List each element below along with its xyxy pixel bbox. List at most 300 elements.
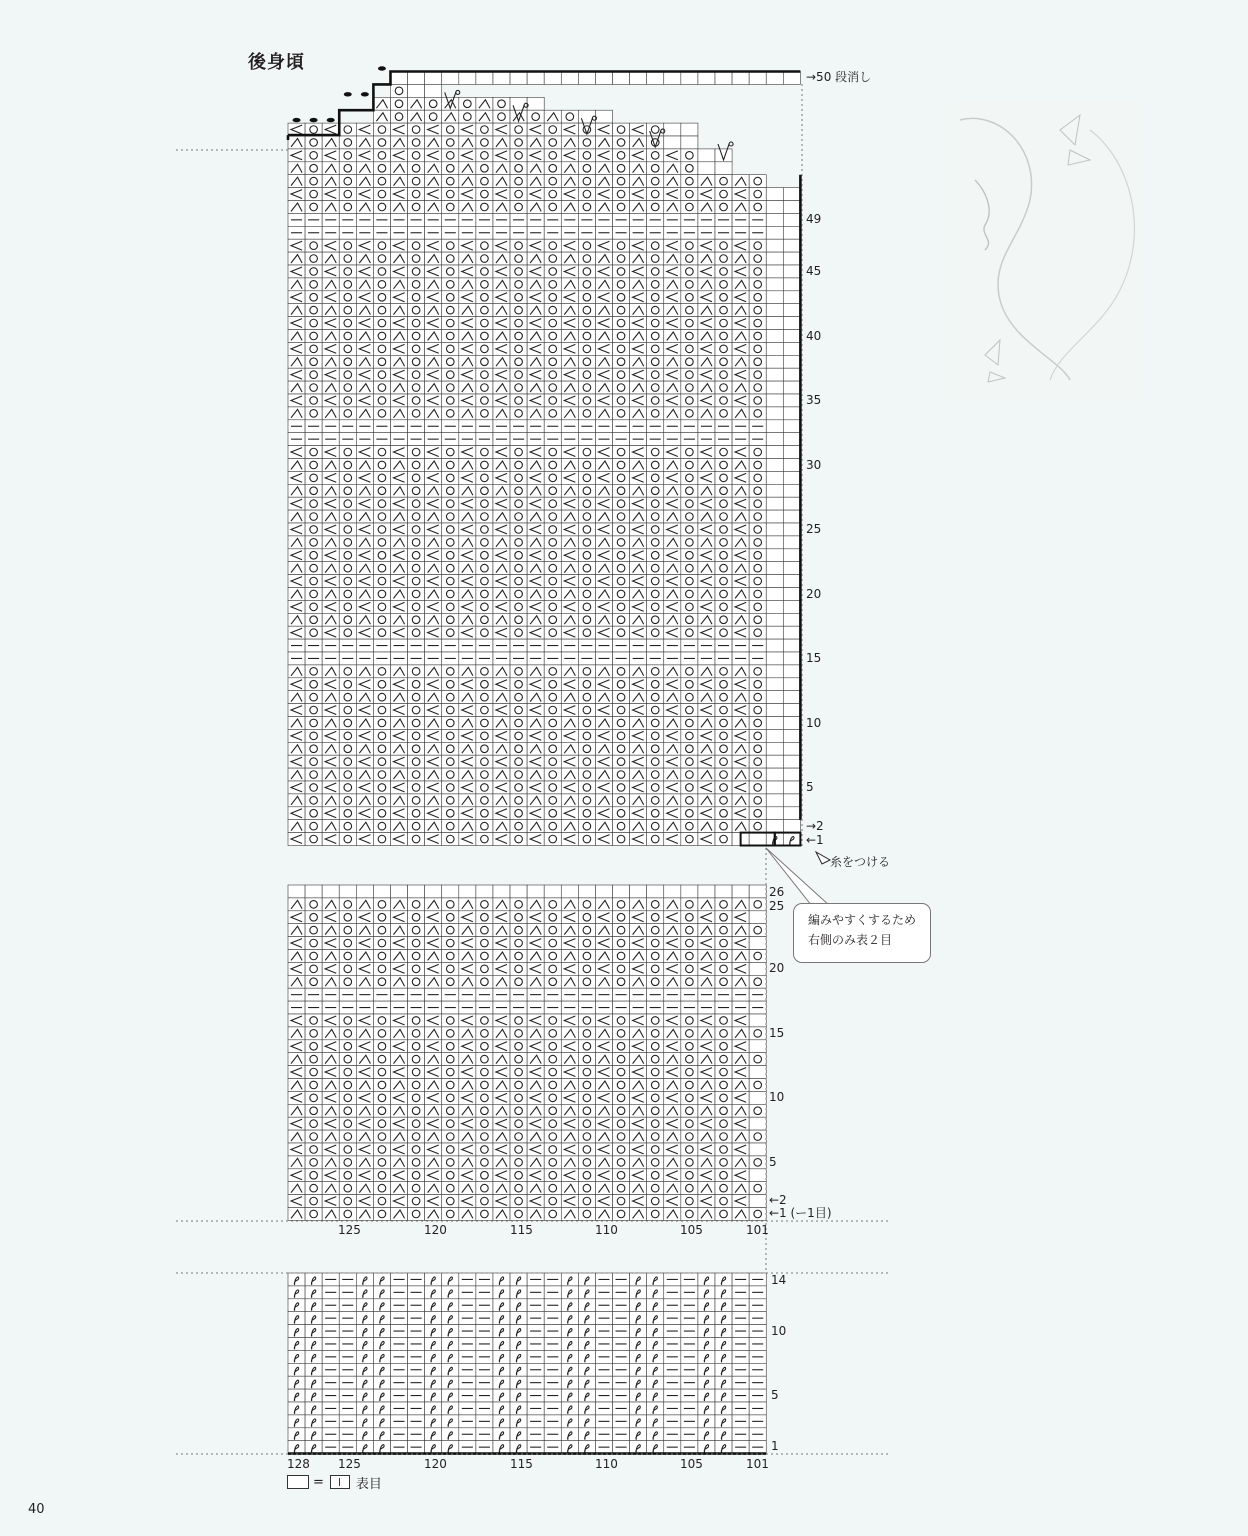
chart-cell xyxy=(322,201,339,214)
chart-cell xyxy=(698,201,715,214)
chart-cell xyxy=(305,446,322,459)
chart-cell xyxy=(544,885,561,898)
chart-cell xyxy=(476,510,493,523)
chart-cell xyxy=(527,381,544,394)
chart-cell xyxy=(408,188,425,201)
slip-stitch-dot xyxy=(729,142,733,146)
chart-cell xyxy=(681,175,698,188)
chart-cell xyxy=(527,355,544,368)
chart-cell xyxy=(322,613,339,626)
chart-cell xyxy=(339,717,356,730)
chart-cell xyxy=(664,72,681,85)
chart-cell xyxy=(288,588,305,601)
chart-cell xyxy=(339,175,356,188)
chart-cell xyxy=(305,1169,322,1182)
chart-cell xyxy=(493,1182,510,1195)
chart-cell xyxy=(732,1208,749,1221)
chart-cell xyxy=(356,691,373,704)
chart-cell xyxy=(305,239,322,252)
chart-cell xyxy=(630,1208,647,1221)
chart-cell xyxy=(613,1027,630,1040)
chart-cell xyxy=(305,1182,322,1195)
chart-cell xyxy=(373,1169,390,1182)
chart-cell xyxy=(681,885,698,898)
chart-cell xyxy=(373,317,390,330)
chart-cell xyxy=(442,394,459,407)
chart-cell xyxy=(373,330,390,343)
chart-cell xyxy=(647,459,664,472)
chart-cell xyxy=(561,613,578,626)
chart-cell xyxy=(288,510,305,523)
chart-cell xyxy=(476,962,493,975)
chart-cell xyxy=(647,600,664,613)
chart-cell xyxy=(647,937,664,950)
chart-cell xyxy=(442,768,459,781)
chart-cell xyxy=(544,407,561,420)
chart-cell xyxy=(322,330,339,343)
chart-cell xyxy=(408,717,425,730)
chart-cell xyxy=(527,1104,544,1117)
chart-cell xyxy=(442,1182,459,1195)
chart-cell xyxy=(613,188,630,201)
chart-cell xyxy=(408,252,425,265)
chart-cell xyxy=(578,1104,595,1117)
chart-cell xyxy=(425,717,442,730)
chart-cell xyxy=(749,510,766,523)
chart-cell xyxy=(493,691,510,704)
chart-cell xyxy=(459,110,476,123)
chart-cell xyxy=(749,781,766,794)
chart-cell xyxy=(373,252,390,265)
chart-cell xyxy=(476,833,493,846)
chart-cell xyxy=(630,794,647,807)
chart-cell xyxy=(681,742,698,755)
chart-cell xyxy=(356,950,373,963)
chart-cell xyxy=(613,123,630,136)
chart-cell xyxy=(425,924,442,937)
chart-cell xyxy=(339,123,356,136)
chart-cell xyxy=(510,1027,527,1040)
chart-cell xyxy=(544,368,561,381)
chart-cell xyxy=(305,394,322,407)
chart-cell xyxy=(476,97,493,110)
chart-cell xyxy=(681,188,698,201)
chart-cell xyxy=(647,355,664,368)
chart-cell xyxy=(647,407,664,420)
chart-cell xyxy=(459,613,476,626)
chart-cell xyxy=(339,1208,356,1221)
chart-cell xyxy=(613,755,630,768)
chart-cell xyxy=(647,252,664,265)
chart-cell xyxy=(425,72,442,85)
chart-cell xyxy=(647,742,664,755)
chart-cell xyxy=(715,497,732,510)
chart-cell xyxy=(425,304,442,317)
chart-cell xyxy=(578,626,595,639)
chart-cell xyxy=(732,381,749,394)
chart-cell xyxy=(476,484,493,497)
chart-cell xyxy=(664,1208,681,1221)
chart-cell xyxy=(356,407,373,420)
chart-cell xyxy=(544,381,561,394)
chart-cell xyxy=(339,1156,356,1169)
chart-cell xyxy=(408,278,425,291)
chart-cell xyxy=(664,742,681,755)
chart-cell xyxy=(715,975,732,988)
chart-cell xyxy=(732,278,749,291)
chart-cell xyxy=(288,304,305,317)
chart-cell xyxy=(698,950,715,963)
chart-cell xyxy=(578,575,595,588)
chart-cell xyxy=(288,1273,305,1286)
chart-cell xyxy=(493,136,510,149)
chart-cell xyxy=(527,768,544,781)
chart-cell xyxy=(442,549,459,562)
chart-cell xyxy=(476,549,493,562)
chart-cell xyxy=(749,1040,766,1053)
chart-cell xyxy=(373,742,390,755)
chart-cell xyxy=(578,691,595,704)
chart-cell xyxy=(373,1182,390,1195)
chart-cell xyxy=(647,549,664,562)
chart-cell xyxy=(373,162,390,175)
chart-cell xyxy=(681,1195,698,1208)
chart-cell xyxy=(339,291,356,304)
chart-cell xyxy=(749,1156,766,1169)
chart-cell xyxy=(408,755,425,768)
chart-cell xyxy=(749,885,766,898)
chart-cell xyxy=(595,742,612,755)
chart-cell xyxy=(373,665,390,678)
bind-off-symbol xyxy=(327,118,335,122)
chart-cell xyxy=(766,446,783,459)
chart-cell xyxy=(442,291,459,304)
chart-cell xyxy=(408,446,425,459)
chart-cell xyxy=(459,136,476,149)
chart-cell xyxy=(356,1156,373,1169)
chart-cell xyxy=(698,1273,715,1286)
chart-cell xyxy=(715,1286,732,1299)
chart-cell xyxy=(715,1182,732,1195)
chart-cell xyxy=(493,898,510,911)
chart-cell xyxy=(493,175,510,188)
chart-cell xyxy=(425,898,442,911)
chart-cell xyxy=(390,1104,407,1117)
chart-cell xyxy=(544,1117,561,1130)
chart-cell xyxy=(339,742,356,755)
chart-cell xyxy=(647,665,664,678)
chart-cell xyxy=(442,1195,459,1208)
chart-cell xyxy=(681,523,698,536)
chart-cell xyxy=(476,1040,493,1053)
chart-cell xyxy=(647,1273,664,1286)
chart-cell xyxy=(783,446,800,459)
chart-cell xyxy=(510,1053,527,1066)
chart-cell xyxy=(647,794,664,807)
chart-cell xyxy=(390,381,407,394)
chart-cell xyxy=(305,1014,322,1027)
chart-cell xyxy=(476,239,493,252)
chart-cell xyxy=(561,1156,578,1169)
chart-cell xyxy=(578,962,595,975)
chart-cell xyxy=(544,924,561,937)
chart-cell xyxy=(681,807,698,820)
chart-cell xyxy=(681,201,698,214)
chart-cell xyxy=(373,1053,390,1066)
chart-cell xyxy=(527,330,544,343)
chart-cell xyxy=(408,562,425,575)
bind-off-symbol xyxy=(310,118,318,122)
chart-cell xyxy=(288,136,305,149)
chart-cell xyxy=(476,1104,493,1117)
chart-cell xyxy=(510,911,527,924)
chart-cell xyxy=(783,588,800,601)
chart-cell xyxy=(493,1286,510,1299)
chart-cell xyxy=(630,717,647,730)
chart-cell xyxy=(613,265,630,278)
chart-cell xyxy=(578,742,595,755)
chart-cell xyxy=(783,768,800,781)
chart-cell xyxy=(732,407,749,420)
chart-cell xyxy=(476,1208,493,1221)
chart-cell xyxy=(561,510,578,523)
chart-cell xyxy=(664,768,681,781)
chart-cell xyxy=(476,175,493,188)
chart-cell xyxy=(783,833,800,846)
chart-cell xyxy=(664,278,681,291)
chart-cell xyxy=(561,768,578,781)
chart-cell xyxy=(305,729,322,742)
chart-cell xyxy=(664,613,681,626)
chart-cell xyxy=(442,588,459,601)
chart-cell xyxy=(510,330,527,343)
chart-cell xyxy=(647,898,664,911)
chart-cell xyxy=(664,1104,681,1117)
chart-cell xyxy=(476,1130,493,1143)
chart-cell xyxy=(373,278,390,291)
chart-cell xyxy=(527,278,544,291)
chart-cell xyxy=(595,407,612,420)
chart-cell xyxy=(510,459,527,472)
chart-cell xyxy=(544,317,561,330)
chart-cell xyxy=(578,510,595,523)
chart-cell xyxy=(578,975,595,988)
chart-cell xyxy=(544,665,561,678)
chart-cell xyxy=(305,368,322,381)
chart-cell xyxy=(766,678,783,691)
chart-cell xyxy=(373,898,390,911)
bind-off-symbol xyxy=(378,66,386,70)
chart-cell xyxy=(322,1027,339,1040)
chart-cell xyxy=(630,820,647,833)
chart-cell xyxy=(715,1312,732,1325)
chart-cell xyxy=(288,1104,305,1117)
chart-cell xyxy=(305,962,322,975)
chart-cell xyxy=(630,1299,647,1312)
chart-cell xyxy=(408,549,425,562)
chart-cell xyxy=(647,1182,664,1195)
chart-cell xyxy=(647,265,664,278)
chart-cell xyxy=(510,265,527,278)
chart-cell xyxy=(305,1079,322,1092)
chart-cell xyxy=(664,136,681,149)
chart-cell xyxy=(698,1156,715,1169)
chart-cell xyxy=(715,1117,732,1130)
chart-cell xyxy=(732,355,749,368)
chart-cell xyxy=(595,355,612,368)
chart-cell xyxy=(390,136,407,149)
chart-cell xyxy=(442,833,459,846)
chart-cell xyxy=(510,497,527,510)
chart-cell xyxy=(305,188,322,201)
chart-cell xyxy=(390,1027,407,1040)
chart-cell xyxy=(356,1273,373,1286)
chart-cell xyxy=(408,729,425,742)
chart-cell xyxy=(425,278,442,291)
chart-cell xyxy=(493,613,510,626)
chart-cell xyxy=(408,304,425,317)
chart-cell xyxy=(459,794,476,807)
chart-cell xyxy=(595,459,612,472)
chart-cell xyxy=(493,278,510,291)
chart-cell xyxy=(373,459,390,472)
chart-cell xyxy=(527,175,544,188)
chart-cell xyxy=(305,317,322,330)
chart-cell xyxy=(561,885,578,898)
chart-cell xyxy=(732,665,749,678)
chart-cell xyxy=(476,459,493,472)
chart-cell xyxy=(681,962,698,975)
chart-cell xyxy=(339,1053,356,1066)
chart-cell xyxy=(510,291,527,304)
bind-off-symbol xyxy=(344,92,352,96)
chart-cell xyxy=(749,768,766,781)
chart-cell xyxy=(305,678,322,691)
chart-cell xyxy=(476,317,493,330)
chart-cell xyxy=(698,1312,715,1325)
chart-cell xyxy=(339,446,356,459)
chart-cell xyxy=(442,1312,459,1325)
chart-cell xyxy=(630,278,647,291)
chart-cell xyxy=(630,1053,647,1066)
chart-cell xyxy=(681,484,698,497)
chart-cell xyxy=(339,768,356,781)
chart-cell xyxy=(630,924,647,937)
chart-cell xyxy=(510,1040,527,1053)
chart-cell xyxy=(510,937,527,950)
chart-cell xyxy=(305,484,322,497)
chart-cell xyxy=(681,381,698,394)
chart-cell xyxy=(373,1312,390,1325)
chart-cell xyxy=(783,226,800,239)
chart-cell xyxy=(749,1143,766,1156)
chart-cell xyxy=(715,691,732,704)
chart-cell xyxy=(544,446,561,459)
chart-cell xyxy=(715,239,732,252)
chart-cell xyxy=(544,626,561,639)
chart-cell xyxy=(356,768,373,781)
chart-cell xyxy=(373,885,390,898)
chart-cell xyxy=(339,833,356,846)
chart-cell xyxy=(288,950,305,963)
chart-cell xyxy=(732,484,749,497)
chart-cell xyxy=(664,950,681,963)
chart-cell xyxy=(442,201,459,214)
chart-cell xyxy=(715,1079,732,1092)
chart-cell xyxy=(681,975,698,988)
chart-cell xyxy=(715,781,732,794)
chart-cell xyxy=(664,510,681,523)
chart-cell xyxy=(373,291,390,304)
chart-cell xyxy=(390,1053,407,1066)
chart-cell xyxy=(408,1066,425,1079)
chart-cell xyxy=(647,911,664,924)
chart-cell xyxy=(749,742,766,755)
chart-cell xyxy=(408,588,425,601)
chart-cell xyxy=(544,188,561,201)
chart-cell xyxy=(510,1117,527,1130)
chart-cell xyxy=(459,768,476,781)
chart-cell xyxy=(613,484,630,497)
chart-cell xyxy=(578,1286,595,1299)
chart-cell xyxy=(305,768,322,781)
chart-cell xyxy=(476,1117,493,1130)
chart-cell xyxy=(408,407,425,420)
chart-cell xyxy=(578,613,595,626)
chart-cell xyxy=(373,497,390,510)
chart-cell xyxy=(390,84,407,97)
chart-cell xyxy=(390,110,407,123)
chart-cell xyxy=(749,1117,766,1130)
chart-cell xyxy=(578,304,595,317)
chart-cell xyxy=(681,1117,698,1130)
chart-cell xyxy=(527,691,544,704)
chart-cell xyxy=(561,110,578,123)
chart-cell xyxy=(613,975,630,988)
chart-cell xyxy=(681,1091,698,1104)
chart-cell xyxy=(476,1027,493,1040)
chart-cell xyxy=(476,123,493,136)
chart-cell xyxy=(544,807,561,820)
chart-cell xyxy=(442,175,459,188)
chart-cell xyxy=(476,1066,493,1079)
chart-cell xyxy=(630,484,647,497)
chart-cell xyxy=(390,885,407,898)
chart-cell xyxy=(749,950,766,963)
chart-cell xyxy=(442,717,459,730)
chart-cell xyxy=(664,1053,681,1066)
chart-cell xyxy=(408,1208,425,1221)
chart-cell xyxy=(510,975,527,988)
chart-cell xyxy=(630,885,647,898)
chart-cell xyxy=(425,1299,442,1312)
chart-cell xyxy=(749,1208,766,1221)
chart-cell xyxy=(373,136,390,149)
chart-cell xyxy=(408,600,425,613)
chart-cell xyxy=(288,1053,305,1066)
chart-cell xyxy=(305,549,322,562)
chart-cell xyxy=(715,72,732,85)
chart-cell xyxy=(732,924,749,937)
chart-cell xyxy=(715,1208,732,1221)
chart-cell xyxy=(305,717,322,730)
chart-cell xyxy=(476,807,493,820)
chart-cell xyxy=(408,1053,425,1066)
chart-cell xyxy=(425,136,442,149)
chart-cell xyxy=(510,1104,527,1117)
chart-cell xyxy=(698,1208,715,1221)
chart-cell xyxy=(732,898,749,911)
